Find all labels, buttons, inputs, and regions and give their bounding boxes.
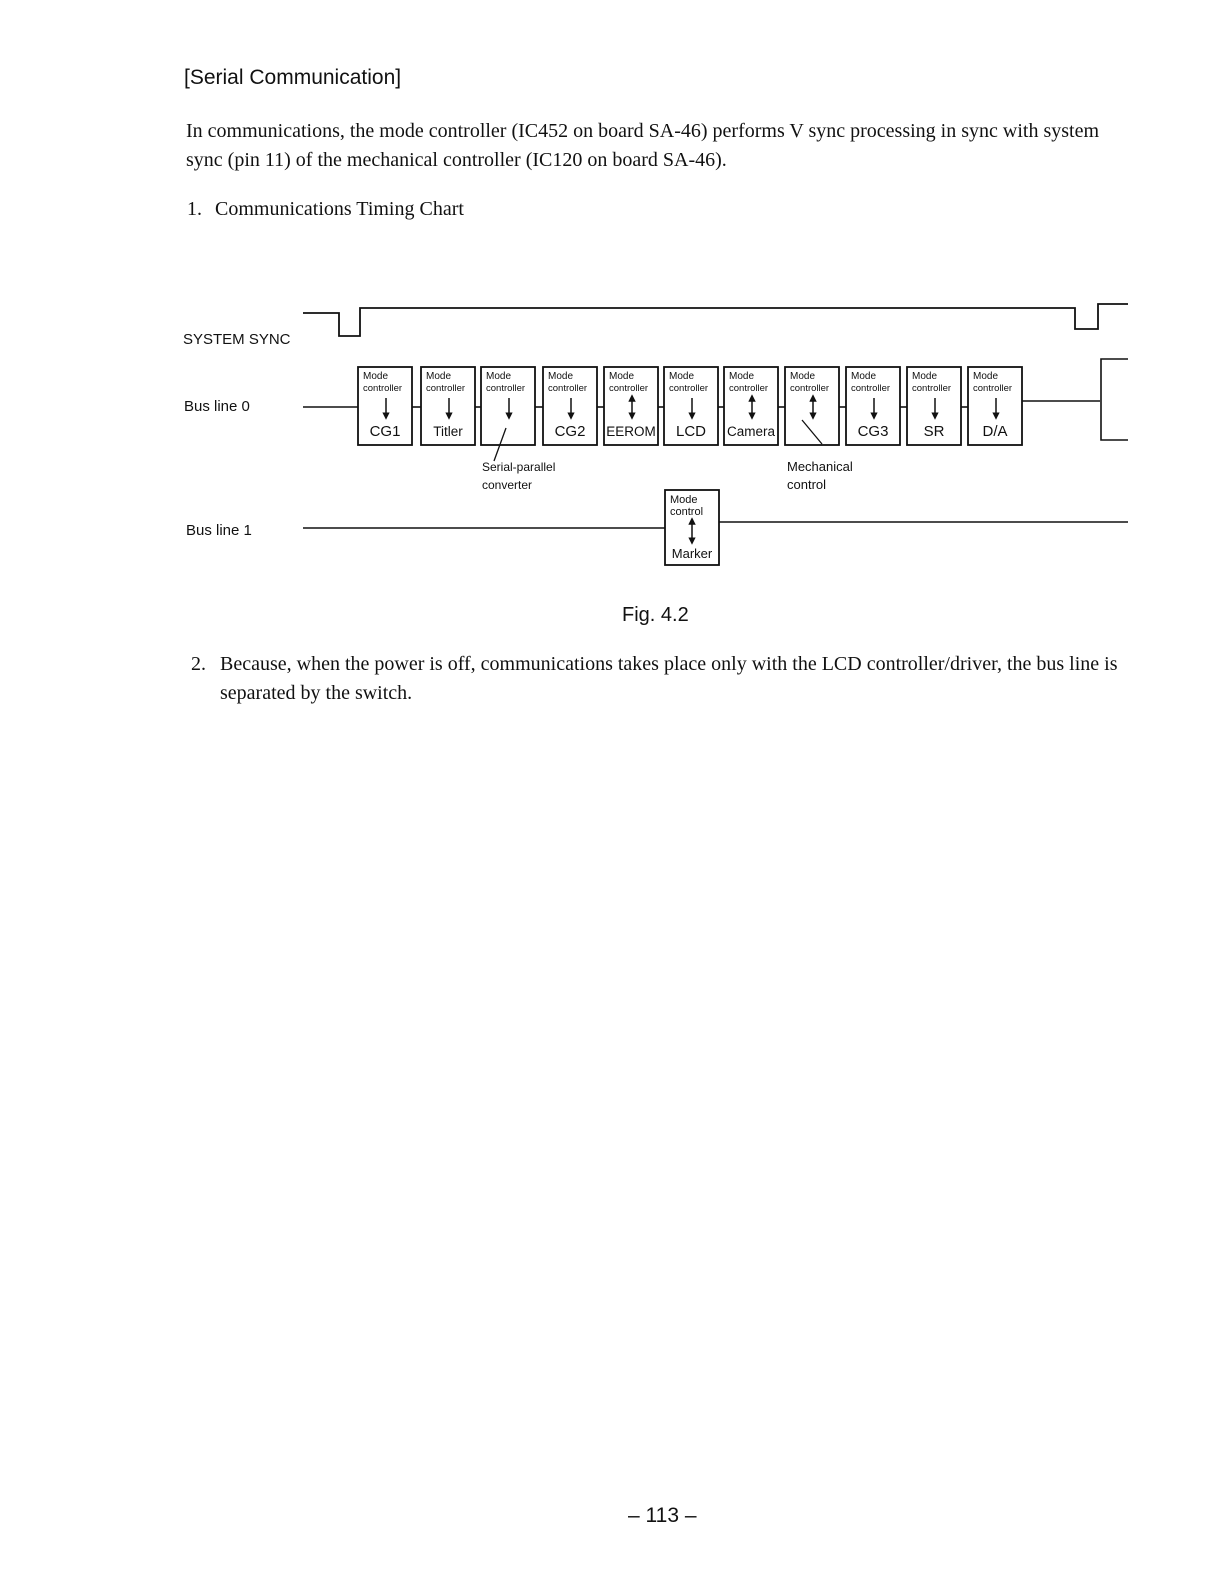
mode-block [718,367,778,445]
bus-line-1-label: Bus line 1 [186,522,252,539]
mode-block-top-label: Mode [973,371,999,382]
mode-block-top-label: Mode [548,371,574,382]
figure-caption: Fig. 4.2 [622,604,689,626]
mode-block-bottom-label: CG2 [554,423,586,440]
mode-block-bottom-label: Titler [433,424,463,439]
section-heading: [Serial Communication] [184,66,402,89]
mode-block-bottom-label: EEROM [606,424,656,439]
bus-line-1-block [665,490,719,565]
section-1-number: 1. [187,198,202,220]
section-2 [191,650,1131,708]
intro-paragraph: In communications, the mode controller (IC452 on board SA-46) performs V sync processing in sync with system sync (pin 11) of the mechanical controller (IC120 on board SA-46). [186,120,1099,171]
system-sync-label: SYSTEM SYNC [183,331,291,348]
marker-block-sub-label: control [670,506,704,518]
mode-block-top-label: Mode [669,371,695,382]
mode-block-sub-label: controller [363,383,403,394]
section-2-number: 2. [191,653,206,675]
mode-block-top-label: Mode [851,371,877,382]
mode-block-top-label: Mode [426,371,452,382]
mode-block-bottom-label: LCD [675,423,707,440]
mode-block-sub-label: controller [729,383,769,394]
mode-block-bottom-label: CG1 [369,423,401,440]
mode-block-top-label: Mode [363,371,389,382]
bus-line-0-blocks [358,367,1022,445]
mode-block-top-label: Mode [729,371,755,382]
mode-block-top-label: Mode [609,371,635,382]
mode-block [535,367,597,445]
mode-block-top-label: Mode [912,371,938,382]
mode-block-sub-label: controller [912,383,952,394]
mode-block-bottom-label: D/A [982,423,1008,440]
marker-block-bottom-label: Marker [671,546,713,561]
mode-block-top-label: Mode [790,371,816,382]
mode-block [475,367,535,445]
mode-block [900,367,961,445]
system-sync-waveform [303,304,1128,336]
mode-block [412,367,475,445]
mode-block-sub-label: controller [973,383,1013,394]
mode-block-sub-label: controller [669,383,709,394]
mode-block-sub-label: controller [426,383,466,394]
marker-block-top-label: Mode [670,494,698,506]
mechanical-control-label-line2: control [787,477,827,492]
mode-block [839,367,900,445]
mode-block-bottom-label: Camera [726,424,776,439]
mode-block [597,367,658,445]
section-2-text: Because, when the power is off, communications takes place only with the LCD controller/driver, the bus line is separated by the switch. [220,653,1118,704]
mode-block-sub-label: controller [851,383,891,394]
mode-block-sub-label: controller [486,383,526,394]
page-number: – 113 – [628,1504,697,1527]
mode-block-bottom-label: SR [923,423,945,440]
mode-block [358,367,412,445]
bus-line-0-next-frame [1101,359,1128,440]
mode-block [778,367,839,445]
mechanical-control-label-line1: Mechanical [787,459,853,474]
timing-diagram [0,0,1223,640]
mode-block-sub-label: controller [790,383,830,394]
section-1-text: Communications Timing Chart [215,198,464,220]
serial-parallel-label-line2: converter [482,478,533,492]
mode-block-sub-label: controller [548,383,588,394]
mode-block [961,367,1022,445]
mode-block-bottom-label: CG3 [857,423,889,440]
serial-parallel-label-line1: Serial-parallel [482,460,556,474]
mode-block-sub-label: controller [609,383,649,394]
mode-block-top-label: Mode [486,371,512,382]
bus-line-0-label: Bus line 0 [184,398,250,415]
mode-block [658,367,718,445]
